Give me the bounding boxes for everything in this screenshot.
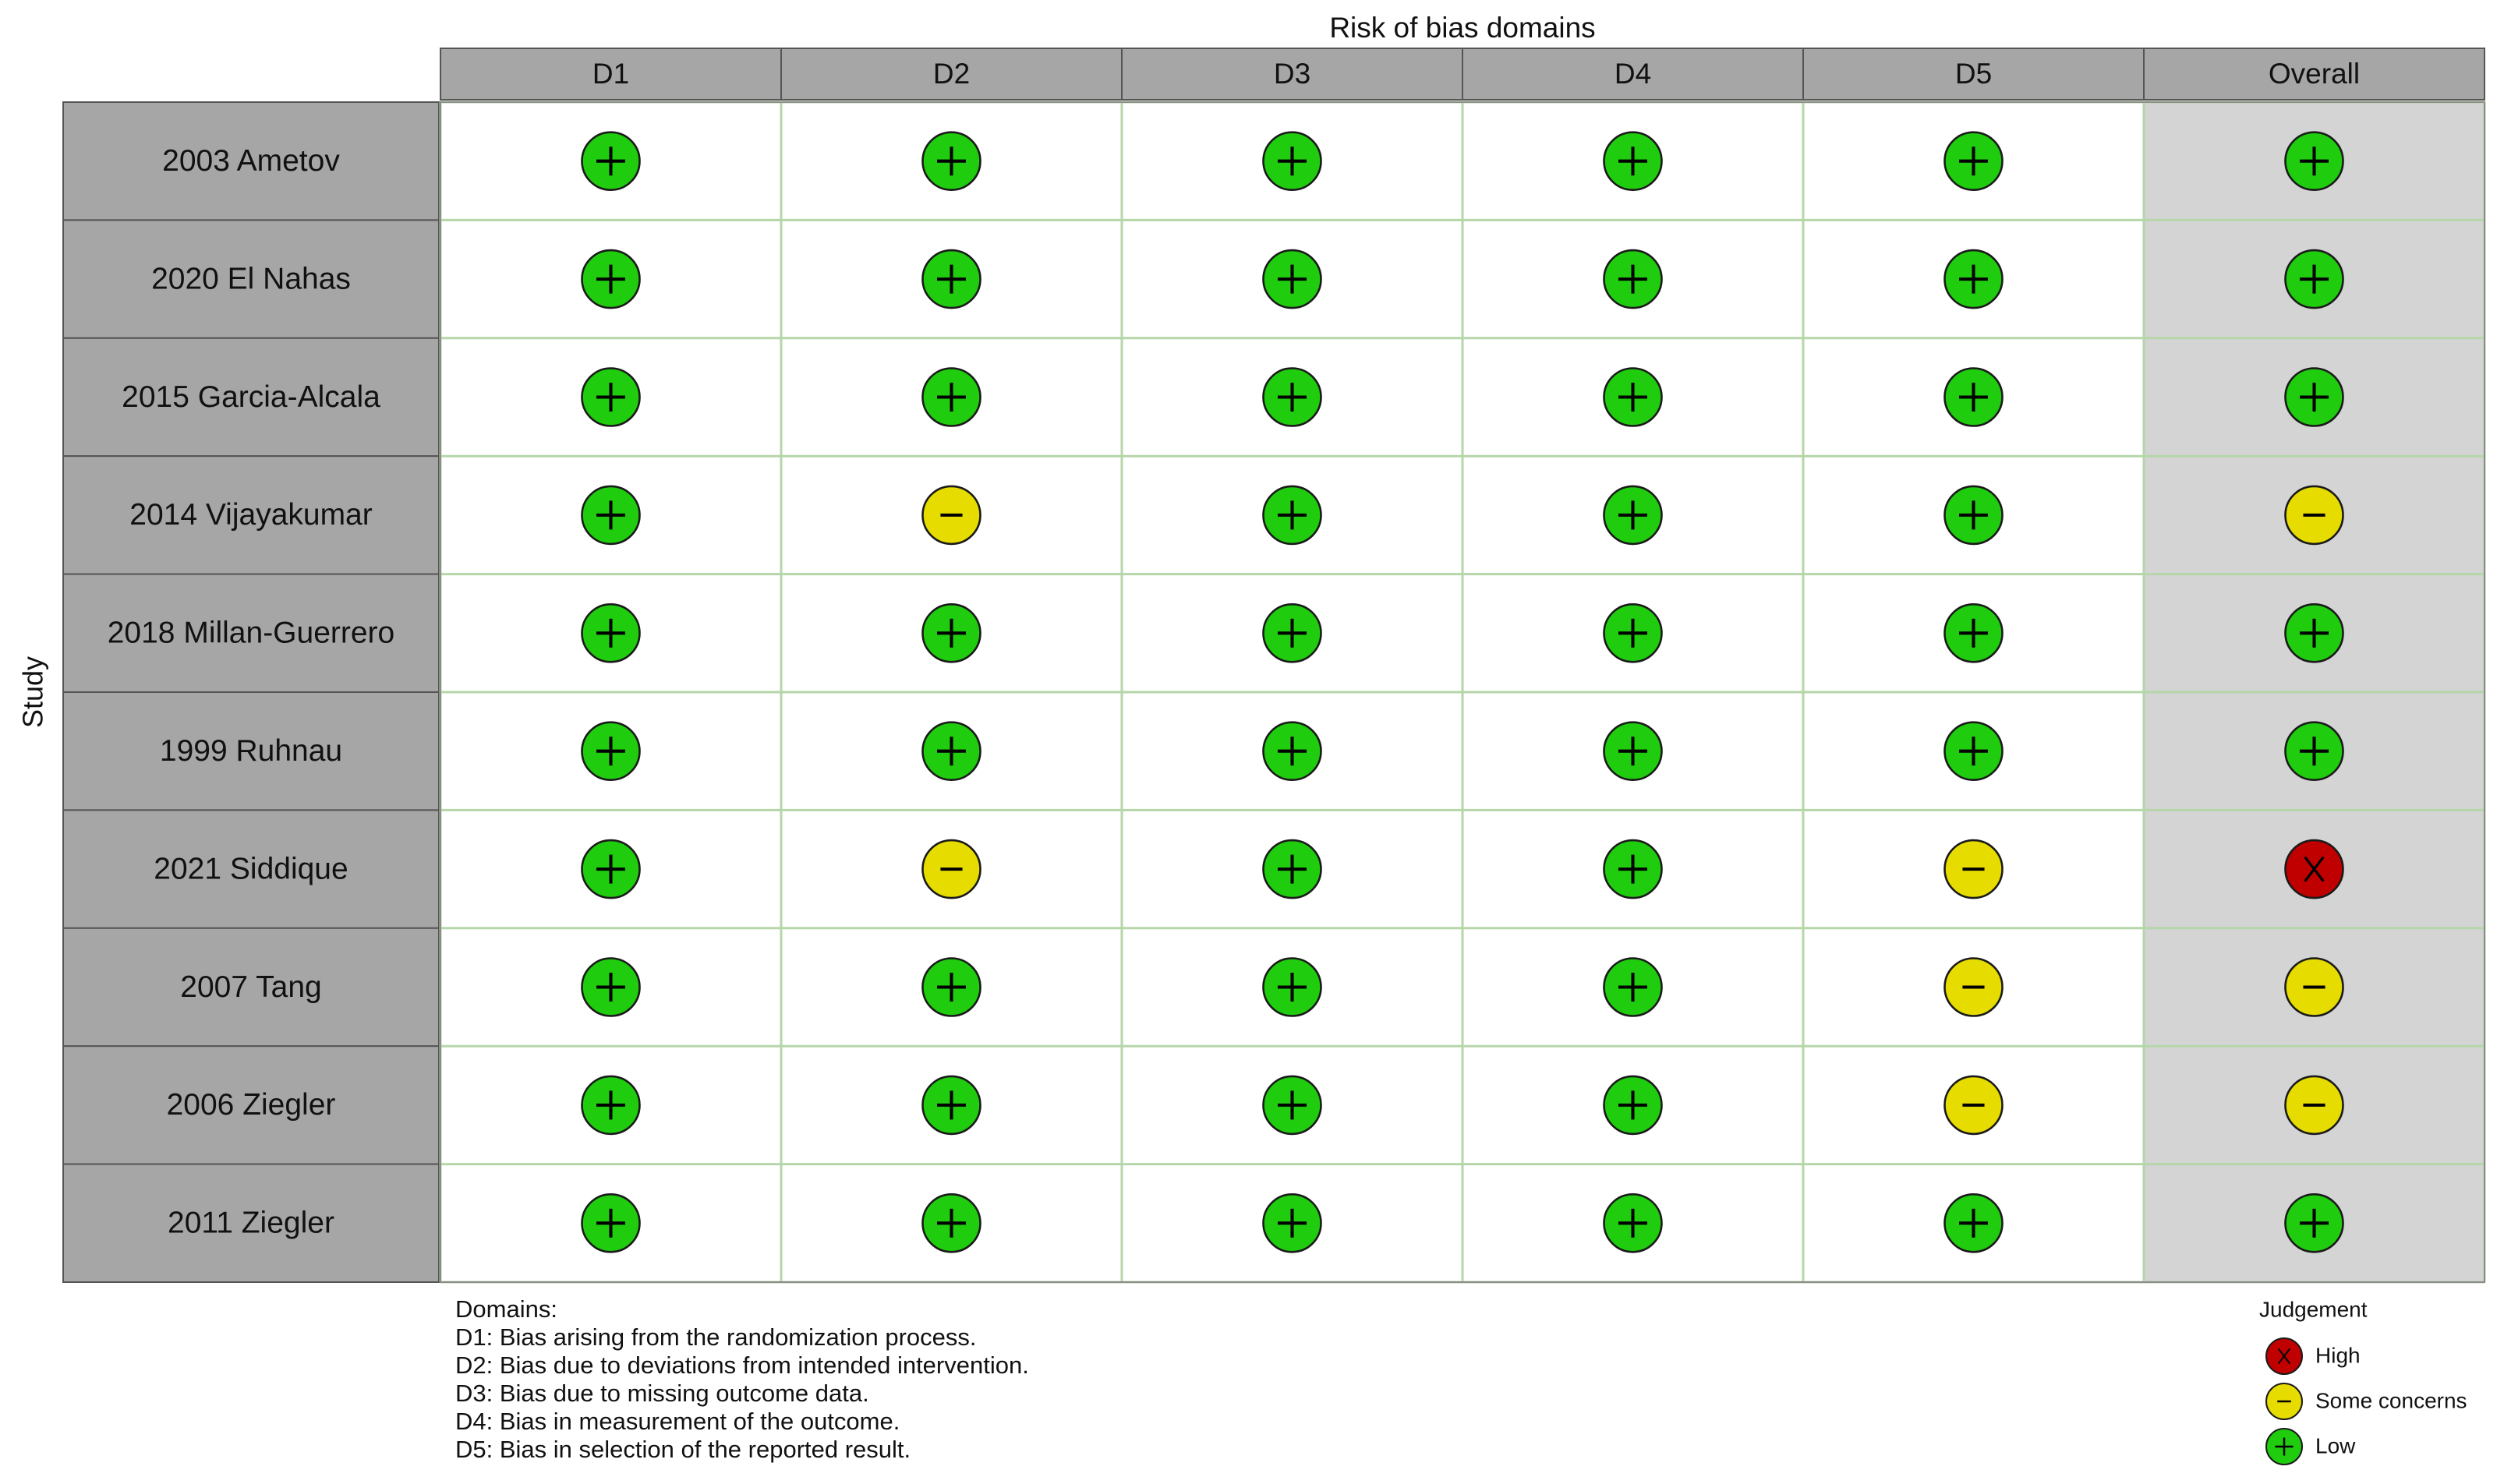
judgement-mark-high <box>2286 840 2343 898</box>
header-label-d4: D4 <box>1614 57 1652 90</box>
judgement-mark-low <box>1604 486 1662 544</box>
judgement-mark-some <box>1945 959 2003 1016</box>
judgement-mark-low <box>923 250 981 308</box>
legend-label-some: Some concerns <box>2315 1388 2467 1413</box>
judgement-mark-low <box>2286 132 2343 190</box>
judgement-mark-low <box>923 604 981 662</box>
judgement-mark-low <box>1604 250 1662 308</box>
judgement-mark-low <box>1264 604 1321 662</box>
judgement-mark-low <box>1604 1076 1662 1134</box>
domain-description: D1: Bias arising from the randomization process. <box>455 1323 977 1352</box>
judgement-mark-low <box>2286 723 2343 780</box>
judgement-mark-some <box>2286 486 2343 544</box>
judgement-mark-low <box>2286 604 2343 662</box>
judgement-mark-some <box>1945 840 2003 898</box>
judgement-mark-low <box>1945 250 2003 308</box>
judgement-mark-some <box>923 840 981 898</box>
judgement-mark-low <box>1264 132 1321 190</box>
judgement-mark-low <box>1264 1076 1321 1134</box>
judgement-mark-low <box>1604 723 1662 780</box>
study-label: 2007 Tang <box>180 970 322 1004</box>
study-label: 2006 Ziegler <box>166 1088 336 1122</box>
judgement-mark-low <box>582 959 640 1016</box>
judgement-mark-low <box>1264 1194 1321 1252</box>
study-label: 2014 Vijayakumar <box>129 498 373 532</box>
header-label-d1: D1 <box>592 57 630 90</box>
judgement-mark-low <box>582 250 640 308</box>
judgement-mark-low <box>923 959 981 1016</box>
judgement-mark-low <box>582 486 640 544</box>
judgement-mark-low <box>1604 840 1662 898</box>
legend-marker-low <box>2266 1429 2302 1465</box>
domains-heading: Domains: <box>455 1295 557 1323</box>
judgement-mark-low <box>582 723 640 780</box>
judgement-mark-low <box>1604 369 1662 426</box>
judgement-mark-some <box>2286 1076 2343 1134</box>
legend-marker-some <box>2266 1383 2302 1419</box>
header-label-d3: D3 <box>1273 57 1311 90</box>
judgement-mark-low <box>582 1076 640 1134</box>
judgement-mark-low <box>1604 132 1662 190</box>
judgement-mark-low <box>1264 369 1321 426</box>
legend-label-low: Low <box>2315 1433 2356 1458</box>
study-label: 2015 Garcia-Alcala <box>122 380 380 414</box>
domain-description: D4: Bias in measurement of the outcome. <box>455 1408 900 1436</box>
judgement-mark-low <box>1264 959 1321 1016</box>
header-label-d2: D2 <box>932 57 971 90</box>
domain-description: D5: Bias in selection of the reported result. <box>455 1436 911 1464</box>
y-axis-label: Study <box>16 655 49 729</box>
judgement-mark-low <box>582 1194 640 1252</box>
study-label: 1999 Ruhnau <box>159 733 343 768</box>
judgement-mark-low <box>1604 1194 1662 1252</box>
judgement-mark-low <box>1945 604 2003 662</box>
judgement-mark-low <box>1604 604 1662 662</box>
judgement-mark-low <box>1945 369 2003 426</box>
judgement-mark-some <box>1945 1076 2003 1134</box>
legend-title: Judgement <box>2259 1297 2368 1322</box>
judgement-mark-low <box>2286 1194 2343 1252</box>
judgement-mark-low <box>923 723 981 780</box>
study-label: 2011 Ziegler <box>168 1206 334 1240</box>
judgement-mark-low <box>1264 250 1321 308</box>
judgement-mark-low <box>923 132 981 190</box>
judgement-mark-low <box>1264 486 1321 544</box>
judgement-mark-some <box>923 486 981 544</box>
judgement-mark-low <box>1264 723 1321 780</box>
legend-marker-high <box>2266 1338 2302 1374</box>
judgement-mark-low <box>1604 959 1662 1016</box>
judgement-mark-low <box>582 132 640 190</box>
judgement-mark-low <box>2286 250 2343 308</box>
study-label: 2021 Siddique <box>154 852 348 886</box>
judgement-mark-some <box>2286 959 2343 1016</box>
legend-label-high: High <box>2315 1343 2361 1368</box>
judgement-mark-low <box>2286 369 2343 426</box>
judgement-mark-low <box>1264 840 1321 898</box>
judgement-mark-low <box>1945 1194 2003 1252</box>
judgement-mark-low <box>1945 486 2003 544</box>
study-label: 2003 Ametov <box>162 143 340 178</box>
study-label: 2020 El Nahas <box>151 262 351 296</box>
judgement-mark-low <box>923 369 981 426</box>
judgement-mark-low <box>923 1076 981 1134</box>
chart-title: Risk of bias domains <box>1329 11 1596 44</box>
judgement-mark-low <box>923 1194 981 1252</box>
domain-description: D2: Bias due to deviations from intended intervention. <box>455 1352 1029 1380</box>
judgement-mark-low <box>582 604 640 662</box>
header-label-overall: Overall <box>2268 57 2361 90</box>
domain-description: D3: Bias due to missing outcome data. <box>455 1380 869 1408</box>
judgement-mark-low <box>1945 132 2003 190</box>
judgement-mark-low <box>1945 723 2003 780</box>
judgement-mark-low <box>582 369 640 426</box>
judgement-mark-low <box>582 840 640 898</box>
header-label-d5: D5 <box>1954 57 1993 90</box>
study-label: 2018 Millan-Guerrero <box>107 616 395 650</box>
